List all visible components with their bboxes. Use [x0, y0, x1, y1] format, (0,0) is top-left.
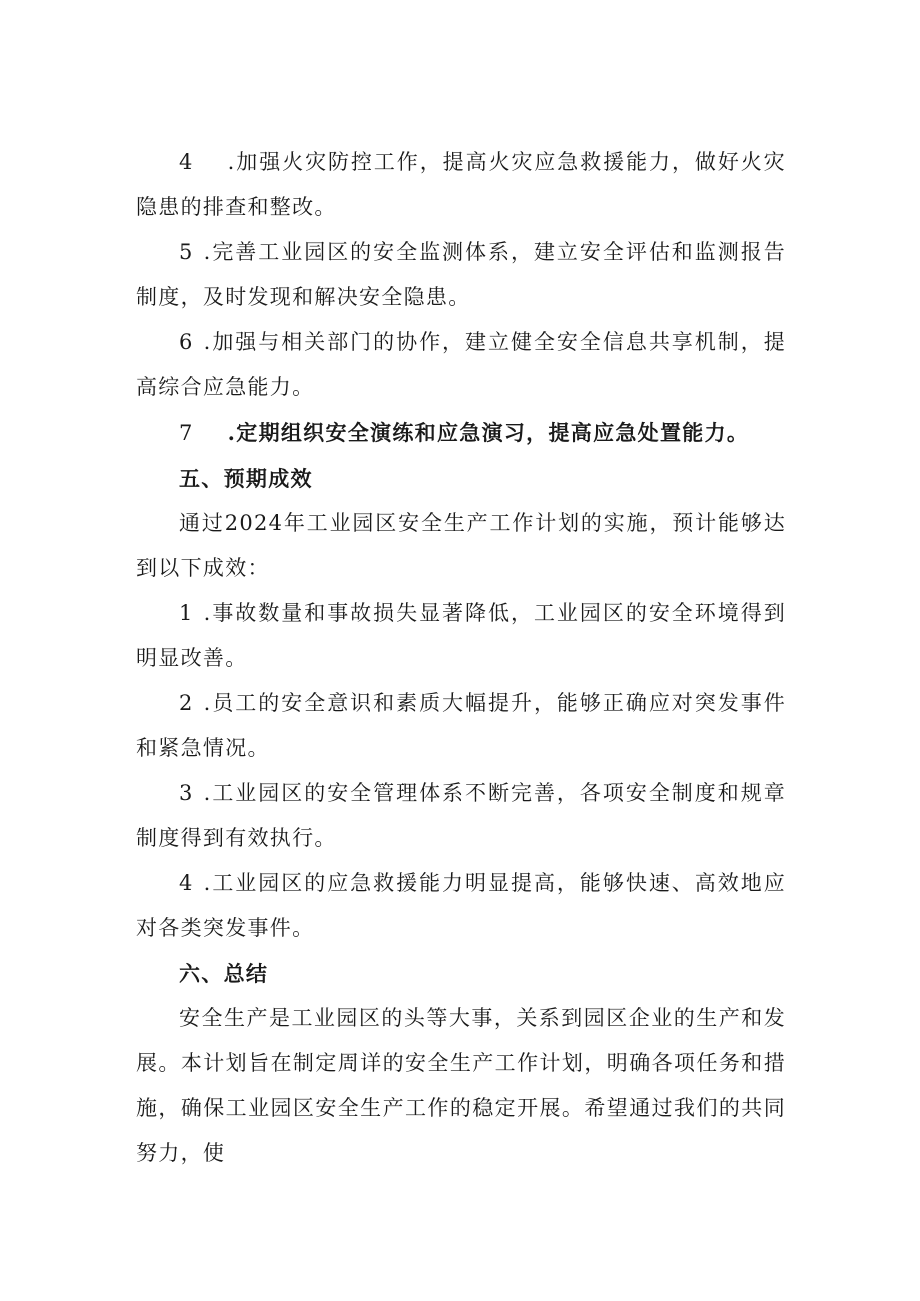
- list-item: [136, 320, 786, 410]
- item-number: 2: [179, 691, 194, 715]
- item-text: .事故数量和事故损失显著降低，工业园区的安全环境得到明显改善。: [136, 601, 786, 670]
- item-number: 4: [179, 150, 194, 174]
- list-item: [136, 410, 786, 456]
- item-number: 7: [179, 421, 194, 445]
- list-item: [136, 230, 786, 320]
- item-number: 4: [179, 871, 194, 895]
- list-item: [136, 140, 786, 230]
- document-body: [136, 140, 786, 1176]
- paragraph: 安全生产是工业园区的头等大事，关系到园区企业的生产和发展。本计划旨在制定周详的安全生产工作计划，明确各项任务和措施，确保工业园区安全生产工作的稳定开展。希望通过我们的共同努力，使: [136, 1006, 786, 1165]
- item-text: .加强火灾防控工作，提高火灾应急救援能力，做好火灾隐患的排查和整改。: [136, 150, 786, 219]
- section-heading: 五、预期成效: [179, 466, 313, 491]
- item-text: .工业园区的安全管理体系不断完善，各项安全制度和规章制度得到有效执行。: [136, 781, 786, 850]
- paragraph: 通过2024年工业园区安全生产工作计划的实施，预计能够达到以下成效：: [136, 511, 786, 580]
- item-text: .员工的安全意识和素质大幅提升，能够正确应对突发事件和紧急情况。: [136, 691, 786, 760]
- list-item: [136, 771, 786, 861]
- item-text: .工业园区的应急救援能力明显提高，能够快速、高效地应对各类突发事件。: [136, 871, 786, 940]
- item-text: .完善工业园区的安全监测体系，建立安全评估和监测报告制度，及时发现和解决安全隐患。: [136, 240, 786, 309]
- item-number: 1: [179, 601, 194, 625]
- list-item: [136, 591, 786, 681]
- list-item: [136, 861, 786, 951]
- item-text: .加强与相关部门的协作，建立健全安全信息共享机制，提高综合应急能力。: [136, 330, 786, 399]
- item-text: .定期组织安全演练和应急演习，提高应急处置能力。: [227, 420, 750, 445]
- list-item: [136, 681, 786, 771]
- item-number: 6: [179, 330, 194, 354]
- item-number: 5: [179, 240, 194, 264]
- section-heading: 六、总结: [179, 961, 269, 986]
- item-number: 3: [179, 781, 194, 805]
